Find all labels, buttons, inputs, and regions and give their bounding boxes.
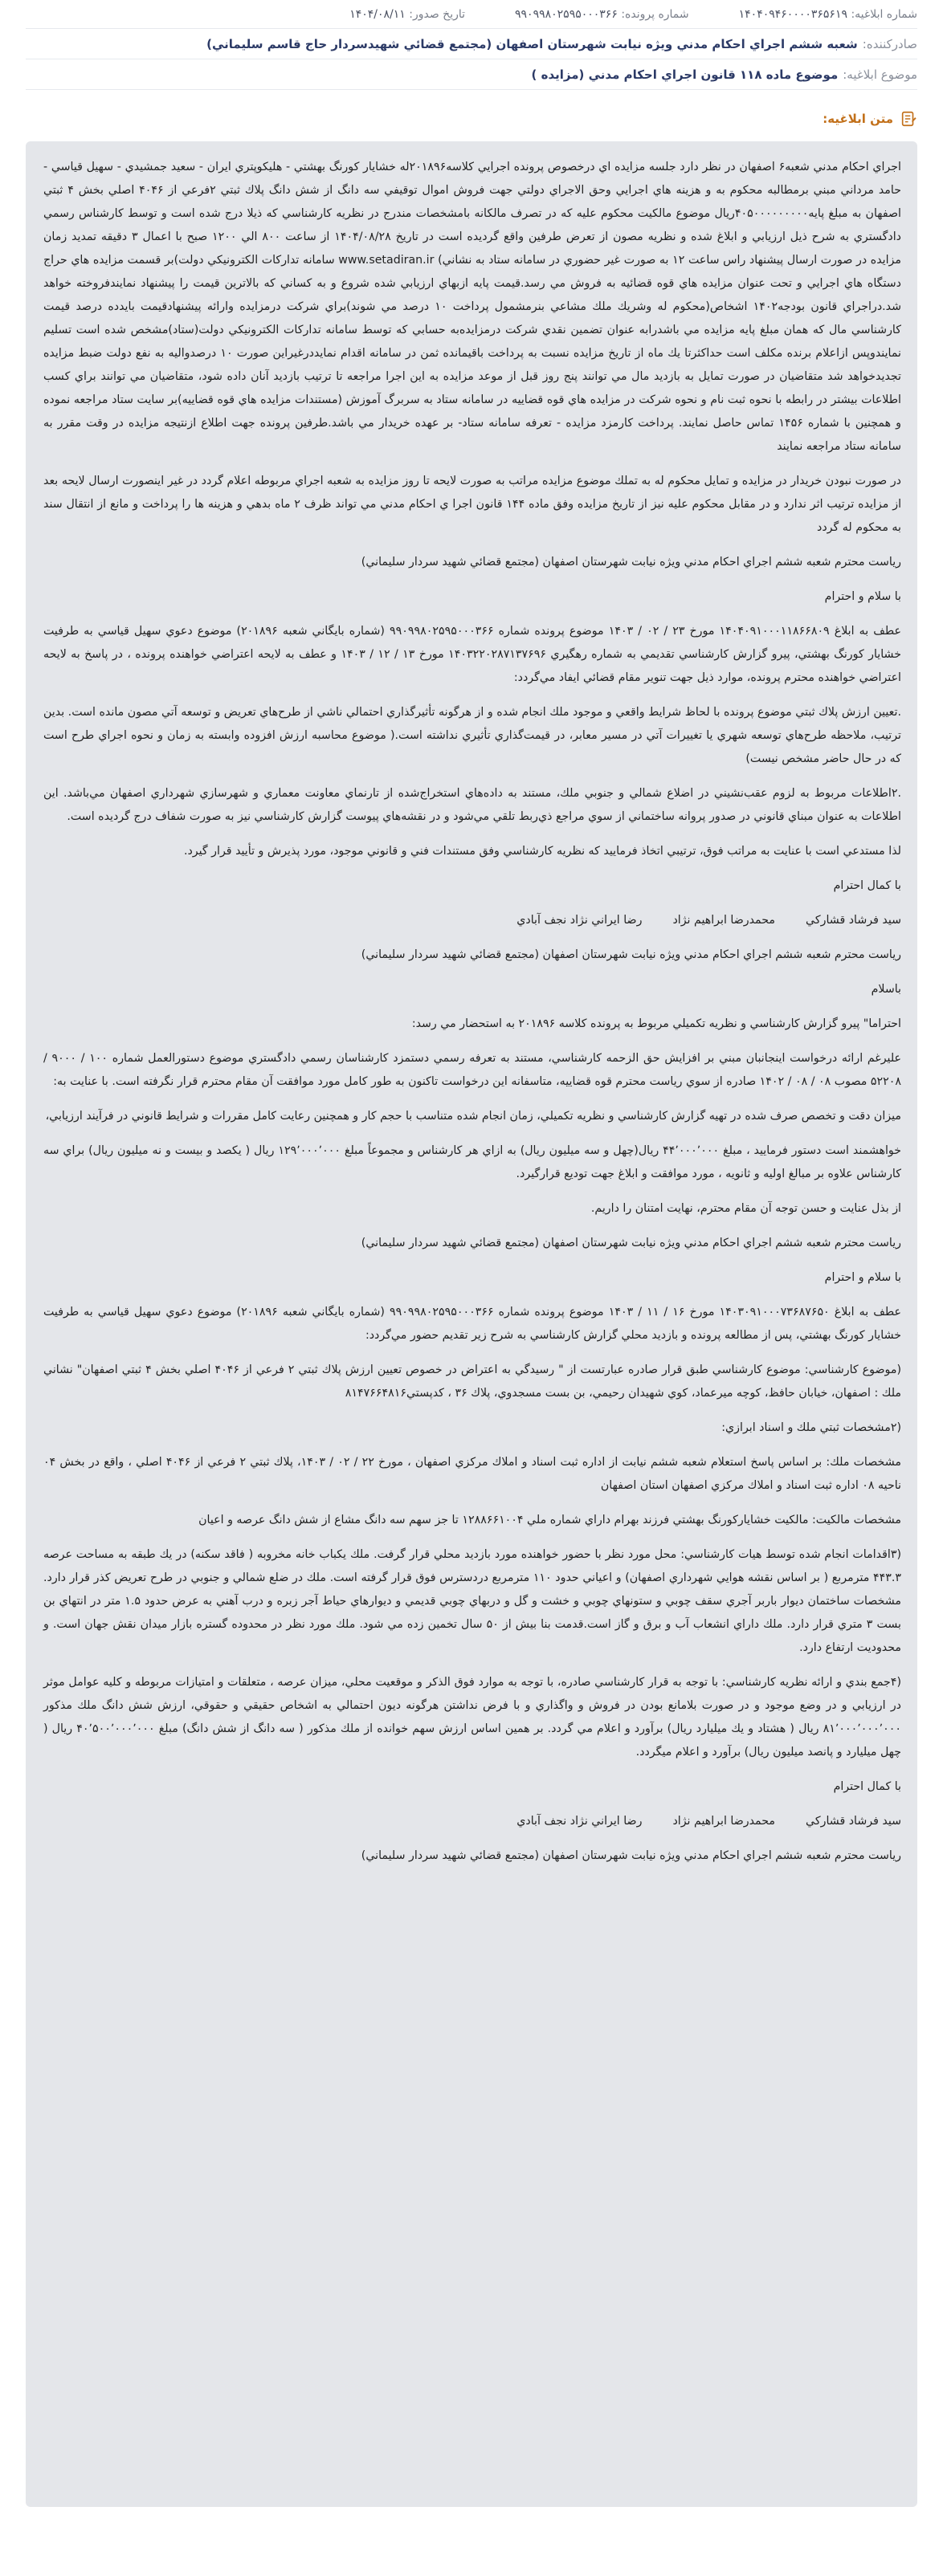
signature-name: سيد فرشاد قشاركي bbox=[806, 914, 901, 927]
paragraph: (۲مشخصات ثبتي ملك و اسناد ابرازي: bbox=[721, 1421, 901, 1434]
paragraph: با سلام و احترام bbox=[824, 590, 901, 603]
signature-name: سيد فرشاد قشاركي bbox=[806, 1815, 901, 1828]
paragraph: عليرغم ارائه درخواست اينجانبان مبني بر افزايش حق الزحمه كارشناسي، مستند به تعرفه رسمي دستمزد كارشناسان رسمي دادگستري موضوع دستورالعمل شماره ۱۰۰ / ۹۰۰۰ / ۵۲۲۰۸ مصوب ۰۸ / ۰۸ / ۱۴۰۲ صادره از سوي رياست محترم قوه قضاييه، متاسفانه اين درخواست تاكنون به طور كامل مورد موافقت آن مقام محترم قرار نگرفته است. با عنايت به: bbox=[43, 1052, 901, 1088]
signature-name: رضا ايراني نژاد نجف آبادي bbox=[516, 914, 643, 927]
paragraph: با سلام و احترام bbox=[824, 1271, 901, 1284]
paragraph: رياست محترم شعبه ششم اجراي احكام مدني ويژه نيابت شهرستان اصفهان (مجتمع قضائي شهيد سردار سليماني) bbox=[361, 556, 901, 569]
notice-number: شماره ابلاغیه: ۱۴۰۴۰۹۴۶۰۰۰۰۳۶۵۶۱۹ bbox=[738, 7, 917, 21]
issuer-value: شعبه ششم اجراي احكام مدني ويژه نيابت شهرستان اصفهان (مجتمع قضائي شهيدسردار حاج قاسم سليماني) bbox=[206, 36, 858, 51]
paragraph: (۴جمع بندي و ارائه نظريه كارشناسي: با توجه به قرار كارشناسي صادره، با توجه به موارد فوق الذكر و موقعيت محلي، ميزان عرصه ، متعلقات و امتيازات مربوطه و كليه عوامل موثر در ارزيابي و در وضع موجود و در صورت بلامانع بودن در فروش و واگذاري و با فرض نداشتن هرگونه ديون احتمالي به اشخاص حقيقي و حقوقي، ارزش شش دانگ ملك مذكور ۸۱٬۰۰۰٬۰۰۰٬۰۰۰ ريال ( هشتاد و يك ميليارد ريال) برآورد و اعلام مي گردد. بر همين اساس ارزش سهم خوانده از ملك مذكور ( سه دانگ از شش دانگ) مبلغ ۴۰٬۵۰۰٬۰۰۰٬۰۰۰ ريال ( چهل ميليارد و پانصد ميليون ريال) برآورد و اعلام ميگردد. bbox=[43, 1676, 901, 1759]
signature-name: محمدرضا ابراهيم نژاد bbox=[672, 1815, 776, 1828]
signature-row bbox=[43, 909, 901, 932]
paragraph: (موضوع كارشناسي: موضوع كارشناسي طبق قرار صادره عبارتست از " رسيدگي به اعتراض در خصوص تعيين ارزش پلاك ثبتي ۲ فرعي از ۴۰۴۶ اصلي بخش ۴ ثبتي اصفهان" نشاني ملك : اصفهان، خيابان حافظ، كوچه ميرعماد، كوي شهيدان رحيمي، بن بست مسجدوي، پلاك ۳۶ ، كدپستي۸۱۴۷۶۶۴۸۱۶ bbox=[43, 1363, 901, 1400]
case-number: شماره پرونده: ۹۹۰۹۹۸۰۲۵۹۵۰۰۰۳۶۶ bbox=[515, 7, 689, 21]
paragraph: از بذل عنايت و حسن توجه آن مقام محترم، نهايت امتنان را داريم. bbox=[590, 1202, 901, 1215]
document-text-icon bbox=[900, 110, 917, 128]
paragraph: رياست محترم شعبه ششم اجراي احكام مدني ويژه نيابت شهرستان اصفهان (مجتمع قضائي شهيد سردار سليماني) bbox=[361, 1849, 901, 1862]
issuer-line: صادرکننده: شعبه ششم اجراي احكام مدني ويژه نيابت شهرستان اصفهان (مجتمع قضائي شهيدسردار حاج قاسم سليماني) bbox=[26, 29, 917, 59]
meta-row bbox=[26, 0, 917, 29]
section-title: متن ابلاغیه: bbox=[26, 108, 917, 130]
paragraph: (۳اقدامات انجام شده توسط هيات كارشناسي: محل مورد نظر با حضور خواهنده مورد بازديد محلي قرار گرفت. ملك يكباب خانه مخروبه ( فاقد سكنه) در يك طبقه به مساحت عرصه ۴۴۳.۳ مترمربع ( بر اساس نقشه هوايي شهرداري اصفهان) و اعياني حدود ۱۱۰ مترمربع دردسترس فوق قرار گرفته است. ملك در ضلع شمالي و جنوبي در طرح تعريض كذر قرار دارد. مشخصات ساختمان ديوار باربر آجري سقف چوبي و ستونهاي چوبي و خشت و گل و دربهاي چوبي قديمي و ديوارهاي حياط آجر زبره و درب آهني به عرض حدود ۱.۵ متر در انتهاي بن بست ۳ متري قرار دارد. ملك داراي انشعاب آب و برق و گاز است.قدمت بنا بيش از ۵۰ سال تخمين زده مي شود. ملك مورد نظر در محدوده گستره بازار ميدان نقش جهان است. و محدوديت ارتفاع دارد. bbox=[43, 1548, 901, 1654]
paragraph: .تعيين ارزش پلاك ثبتي موضوع پرونده با لحاظ شرايط واقعي و موجود ملك انجام شده و از هرگونه تأثيرگذاري احتمالي ناشي از طرح‌هاي تعريض و توسعه آتي مصون مانده است. بدين ترتيب، ملاحظه طرح‌هاي توسعه شهري يا تغييرات آتي در مسير معابر، در قيمت‌گذاري تأثيري نداشته است.( موضوع محاسبه ارزش افزوده وابسته به زمان و نحوه اجراي طرح است كه در حال حاضر مشخص نيست) bbox=[43, 706, 901, 765]
signature-name: محمدرضا ابراهيم نژاد bbox=[672, 914, 776, 927]
signature-row bbox=[43, 1810, 901, 1833]
paragraph: مشخصات مالكيت: مالكيت خشاياركورنگ بهشتي فرزند بهرام داراي شماره ملي ۱۲۸۸۶۶۱۰۰۴ تا جز سهم سه دانگ مشاع از شش دانگ عرصه و اعيان bbox=[198, 1514, 901, 1526]
paragraph: رياست محترم شعبه ششم اجراي احكام مدني ويژه نيابت شهرستان اصفهان (مجتمع قضائي شهيد سردار سليماني) bbox=[361, 948, 901, 961]
paragraph: مشخصات ملك: بر اساس پاسخ استعلام شعبه ششم نيابت از اداره ثبت اسناد و املاك مركزي اصفهان ، مورخ ۲۲ / ۰۲ / ۱۴۰۳، پلاك ثبتي ۲ فرعي از ۴۰۴۶ اصلي ، واقع در بخش ۰۴ ناحيه ۰۸ اداره ثبت اسناد و املاك مركزي اصفهان استان اصفهان bbox=[43, 1456, 901, 1492]
paragraph: رياست محترم شعبه ششم اجراي احكام مدني ويژه نيابت شهرستان اصفهان (مجتمع قضائي شهيد سردار سليماني) bbox=[361, 1237, 901, 1249]
paragraph: باسلام bbox=[871, 983, 901, 996]
subject-line: موضوع ابلاغیه: موضوع ماده ۱۱۸ قانون اجراي احكام مدني (مزايده ) bbox=[26, 59, 917, 90]
paragraph: عطف به ابلاغ ۱۴۰۳۰۹۱۰۰۰۷۳۶۸۷۶۵۰ مورخ ۱۶ / ۱۱ / ۱۴۰۳ موضوع پرونده شماره ۹۹۰۹۹۸۰۲۵۹۵۰۰۰۳۶۶ (شماره بايگاني شعبه ۲۰۱۸۹۶) موضوع دعوي سهيل قياسي به طرفيت خشايار كورنگ بهشتي، پس از مطالعه پرونده و بازديد محلي گزارش كارشناسي به شرح زير تقديم حضور مي‌گردد: bbox=[43, 1306, 902, 1342]
paragraph: اجراي احكام مدني شعبه۶ اصفهان در نظر دارد جلسه مزايده اي درخصوص پرونده اجرايي كلاسه۲۰۱۸۹۶له خشايار كورنگ بهشتي - هليكوپتري ايران - سعيد جمشيدي - سهيل قياسي - حامد مرداني مبني برمطالبه محكوم به و هزينه هاي اجرايي وحق الاجراي دولتي جهت فروش اموال توقيفي سه دانگ از شش دانگ پلاك ثبتي ۲فرعي از ۴۰۴۶ اصلي بخش ۴ ثبتي اصفهان به مبلغ پايه۴۰۵۰۰۰۰۰۰۰۰۰ريال موضوع مالكيت محكوم عليه كه در تصرف مالكانه بامشخصات مندرج در نظريه كارشناسي كه ذيلا درج شده است و توسط كارشناس رسمي دادگستري به شرح ذيل ارزيابي و ابلاغ شده و نظريه مصون از تعرض طرفين واقع گرديده است در تاريخ ۱۴۰۴/۰۸/۲۸ از ساعت ۸۰۰ الي ۱۲۰۰ صبح با اعمال ۳ دقيقه تمديد زمان مزايده در صورت ارسال پيشنهاد راس ساعت ۱۲ به صورت غير حضوري در سامانه ستاد به نشاني) www.setadiran.ir سامانه تداركات الكترونيكي دولت)بر قسمت مزايده هاي حراج دستگاه هاي اجرايي و تحت عنوان مزايده هاي قوه قضائيه به فروش مي رسد.قيمت پايه ازبهاي ارزيابي شده شروع و به كساني كه بالاترين قيمت را پيشنهاد نمايندفروخته خواهد شد.دراجراي قانون بودجه۱۴۰۲ اشخاص(محكوم له وشريك ملك مشاعي بنرمشمول پرداخت ۱۰ درصد مي شوند)براي شركت درمزايده وارائه پيشنهادقيمت بايدده درصد قيمت كارشناسي مال كه همان مبلغ پايه مزايده مي باشدرابه عنوان تضمين نقدي شركت درمزايده‌به حسابي كه توسط سامانه تداركات الكترونيكي دولت(ستاد)مشخص شده است تسليم نمايندوپس ازاعلام برنده مكلف است حداكثرتا يك ماه از تاريخ مزايده نسبت به پرداخت باقيمانده ثمن در سامانه اقدام نمايدد‌رغيراين صورت ۱۰ درصدواليه به نفع دولت ضبط مزايده تجديدخواهد شد متقاضيان در صورت تمايل به بازديد مال مي توانند پنج روز قبل از موعد مزايده به اين اجرا مراجعه تا ترتيب بازديد آنان داده شود، متقاضيان مي توانند براي كسب اطلاعات بيشتر در رابطه با نحوه ثبت نام و نحوه شركت در مزايده هاي قوه قضاييه در سامانه ستاد به سربرگ آموزش (مستندات مزايده هاي قوه قضاييه)بر سايت ستاد مراجعه نموده و همچنين با شماره ۱۴۵۶ تماس حاصل نمايند. پرداخت كارمزد مزايده - تعرفه سامانه ستاد- بر عهده خريدار مي باشد.طرفين پرونده جهت اطلاع ازنتيجه مزايده در وقت مقرر به سامانه ستاد مراجعه نمايند bbox=[43, 161, 902, 453]
issue-date: تاریخ صدور: ۱۴۰۴/۰۸/۱۱ bbox=[349, 7, 466, 21]
subject-value: موضوع ماده ۱۱۸ قانون اجراي احكام مدني (مزايده ) bbox=[531, 67, 839, 82]
paragraph: خواهشمند است دستور فرماييد ، مبلغ ۴۴٬۰۰۰٬۰۰۰ ريال(چهل و سه ميليون ريال) به ازاي هر كارشناس و مجموعاً مبلغ ۱۲۹٬۰۰۰٬۰۰۰ ريال ( يكصد و بيست و نه ميليون ريال) براي سه كارشناس علاوه بر مبالغ اوليه و ثانويه ، مورد موافقت و ابلاغ جهت توديع قرارگيرد. bbox=[43, 1144, 902, 1180]
paragraph: لذا مستدعي است با عنايت به مراتب فوق، ترتيبي اتخاذ فرماييد كه نظريه كارشناسي وفق مستندات فني و قانوني موجود، مورد پذيرش و تأييد قرار گيرد. bbox=[183, 845, 901, 858]
paragraph: ميزان دقت و تخصص صرف شده در تهيه گزارش كارشناسي و نظريه تكميلي، زمان انجام شده متناسب با حجم كار و همچنين رعايت كامل مقررات و شرايط قانوني در فرآيند ارزيابي، bbox=[45, 1110, 901, 1123]
paragraph: با كمال احترام bbox=[833, 879, 901, 892]
paragraph: .۲اطلاعات مربوط به لزوم عقب‌نشيني در اضلاع شمالي و جنوبي ملك، مستند به داده‌هاي استخراج‌شده از تارنماي معاونت معماري و شهرسازي شهرداري اصفهان مي‌باشد. اين اطلاعات به عنوان مبناي قانوني در صدور پروانه ساختماني از سوي مراجع ذي‌ربط تلقي مي‌شود و در نقشه‌هاي پيوست گزارش كارشناسي نيز به صورت شفاف درج گرديده است. bbox=[43, 787, 901, 823]
signature-name: رضا ايراني نژاد نجف آبادي bbox=[516, 1815, 643, 1828]
paragraph: عطف به ابلاغ ۱۴۰۴۰۹۱۰۰۰۱۱۸۶۶۸۰۹ مورخ ۲۳ / ۰۲ / ۱۴۰۳ موضوع پرونده شماره ۹۹۰۹۹۸۰۲۵۹۵۰۰۰۳۶۶ (شماره بايگاني شعبه ۲۰۱۸۹۶) موضوع دعوي سهيل قياسي به طرفيت خشايار كورنگ بهشتي، پيرو گزارش كارشناسي تقديمي به شماره رهگيري ۱۴۰۳۲۲۰۲۸۷۱۳۷۶۹۶ مورخ ۱۳ / ۱۲ / ۱۴۰۳ و عطف به لايحه اعتراضي خواهنده پرونده ، در پاسخ به لايحه اعتراضي خواهنده محترم پرونده، موارد ذيل جهت تنوير مقام قضائي ايفاد مي‌گردد: bbox=[43, 625, 902, 684]
paragraph: احتراما" پيرو گزارش كارشناسي و نظريه تكميلي مربوط به پرونده كلاسه ۲۰۱۸۹۶ به استحضار مي رسد: bbox=[411, 1017, 901, 1030]
paragraph: در صورت نبودن خريدار در مزايده و تمايل محكوم له به تملك موضوع مزايده مراتب به صورت لايحه تا روز مزايده به شعبه اجراي مربوطه اعلام گردد در غير اينصورت ارسال لايحه بعد از مزايده ترتيب اثر ندارد و در مقابل محكوم عليه نيز از تاريخ مزايده وفق ماده ۱۴۴ قانون اجرا ي احكام مدني مي تواند ظرف ۲ ماه بدهي و هزينه ها را پرداخت و مانع از انتقال سند به محكوم له گردد bbox=[43, 475, 902, 534]
notice-body bbox=[26, 141, 917, 2507]
paragraph: با كمال احترام bbox=[833, 1780, 901, 1793]
